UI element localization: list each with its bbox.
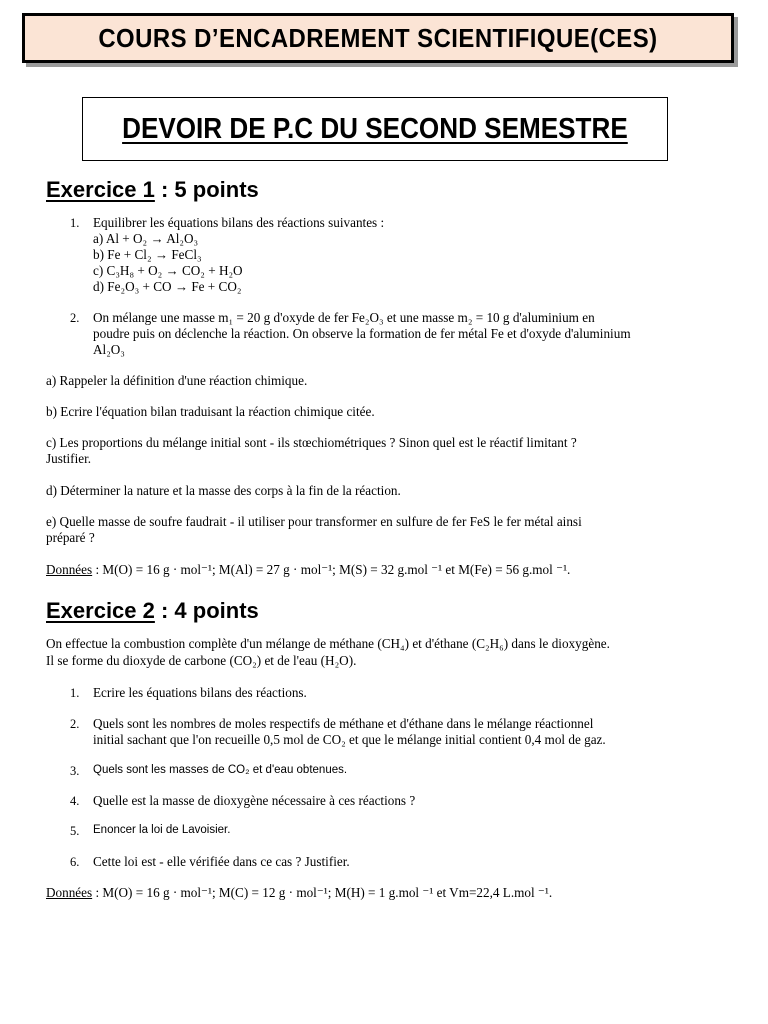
- ex1-equation-c: c) C₃H₈ + O₂ → CO₂ + H₂O: [93, 263, 243, 278]
- ex1-q2-line-2: poudre puis on déclenche la réaction. On observe la formation de fer métal Fe et d'oxyde d'aluminium: [93, 326, 631, 341]
- ex1-equation-b: b) Fe + Cl₂ → FeCl₃: [93, 247, 202, 262]
- ex2-question-3: Quels sont les masses de CO₂ et d'eau obtenues.: [93, 764, 348, 776]
- ex1-data-label: Données: [46, 562, 93, 577]
- ex1-question-d: d) Déterminer la nature et la masse des corps à la fin de la réaction.: [46, 483, 401, 498]
- exercise-1-label: Exercice 1: [46, 177, 155, 202]
- ex1-equation-d: d) Fe₂O₃ + CO → Fe + CO₂: [93, 279, 242, 294]
- ex2-data-label: Données: [46, 885, 93, 900]
- ex1-q2-line-1: On mélange une masse m₁ = 20 g d'oxyde de fer Fe₂O₃ et une masse m₂ = 10 g d'aluminium en: [93, 310, 595, 325]
- ex2-question-5: Enoncer la loi de Lavoisier.: [93, 824, 231, 836]
- ex2-q1-number: 1.: [70, 686, 80, 700]
- ex1-data-text: : M(O) = 16 g · mol⁻¹; M(Al) = 27 g · mol⁻¹; M(S) = 32 g.mol ⁻¹ et M(Fe) = 56 g.mol ⁻¹.: [92, 562, 571, 577]
- exercise-2-heading: [46, 598, 259, 624]
- ex2-question-1: Ecrire les équations bilans des réactions.: [93, 685, 307, 700]
- ex1-question-e-line-1: e) Quelle masse de soufre faudrait - il utiliser pour transformer en sulfure de fer FeS le fer métal ainsi: [46, 514, 582, 529]
- ex2-q4-number: 4.: [70, 794, 80, 808]
- ex1-q1-number: 1.: [70, 216, 80, 230]
- ex1-q1-text: Equilibrer les équations bilans des réactions suivantes :: [93, 215, 385, 230]
- ex1-q2-line-3: Al₂O₃: [93, 342, 125, 357]
- ex2-question-4: Quelle est la masse de dioxygène nécessaire à ces réactions ?: [93, 793, 416, 808]
- exercise-1-heading: [46, 177, 259, 203]
- ex2-question-2-line-1: Quels sont les nombres de moles respectifs de méthane et d'éthane dans le mélange réactionnel: [93, 716, 594, 731]
- document-title: DEVOIR DE P.C DU SECOND SEMESTRE: [122, 112, 628, 145]
- ex1-q2-number: 2.: [70, 311, 80, 325]
- ex1-question-c-line-1: c) Les proportions du mélange initial sont - ils stœchiométriques ? Sinon quel est le réactif limitant ?: [46, 435, 577, 450]
- ex2-question-2-line-2: initial sachant que l'on recueille 0,5 mol de CO₂ et que le mélange initial contient 0,4 mol de gaz.: [93, 732, 606, 747]
- ex1-question-c-line-2: Justifier.: [46, 451, 92, 466]
- exercise-1-points: : 5 points: [154, 177, 259, 202]
- ex1-question-a: a) Rappeler la définition d'une réaction chimique.: [46, 373, 308, 388]
- ex2-intro-line-1: On effectue la combustion complète d'un mélange de méthane (CH₄) et d'éthane (C₂H₆) dans le dioxygène.: [46, 636, 610, 651]
- ex2-question-6: Cette loi est - elle vérifiée dans ce cas ? Justifier.: [93, 854, 350, 869]
- exercise-2-points: : 4 points: [154, 598, 259, 623]
- ex2-q2-number: 2.: [70, 717, 80, 731]
- document-title-box: [82, 97, 668, 161]
- ex1-question-e-line-2: préparé ?: [46, 530, 95, 545]
- ex2-data-line: [46, 885, 552, 900]
- ex2-q3-number: 3.: [70, 764, 80, 778]
- header-banner: [22, 13, 734, 63]
- ex1-equation-a: a) Al + O₂ → Al₂O₃: [93, 231, 199, 246]
- ex2-data-text: : M(O) = 16 g · mol⁻¹; M(C) = 12 g · mol⁻¹; M(H) = 1 g.mol ⁻¹ et Vm=22,4 L.mol ⁻¹.: [92, 885, 553, 900]
- ex2-q5-number: 5.: [70, 824, 80, 838]
- ex1-question-b: b) Ecrire l'équation bilan traduisant la réaction chimique citée.: [46, 404, 375, 419]
- header-title: COURS D’ENCADREMENT SCIENTIFIQUE(CES): [98, 22, 658, 53]
- ex2-intro-line-2: Il se forme du dioxyde de carbone (CO₂) et de l'eau (H₂O).: [46, 653, 357, 668]
- exercise-2-label: Exercice 2: [46, 598, 155, 623]
- ex1-data-line: [46, 562, 570, 577]
- ex2-q6-number: 6.: [70, 855, 80, 869]
